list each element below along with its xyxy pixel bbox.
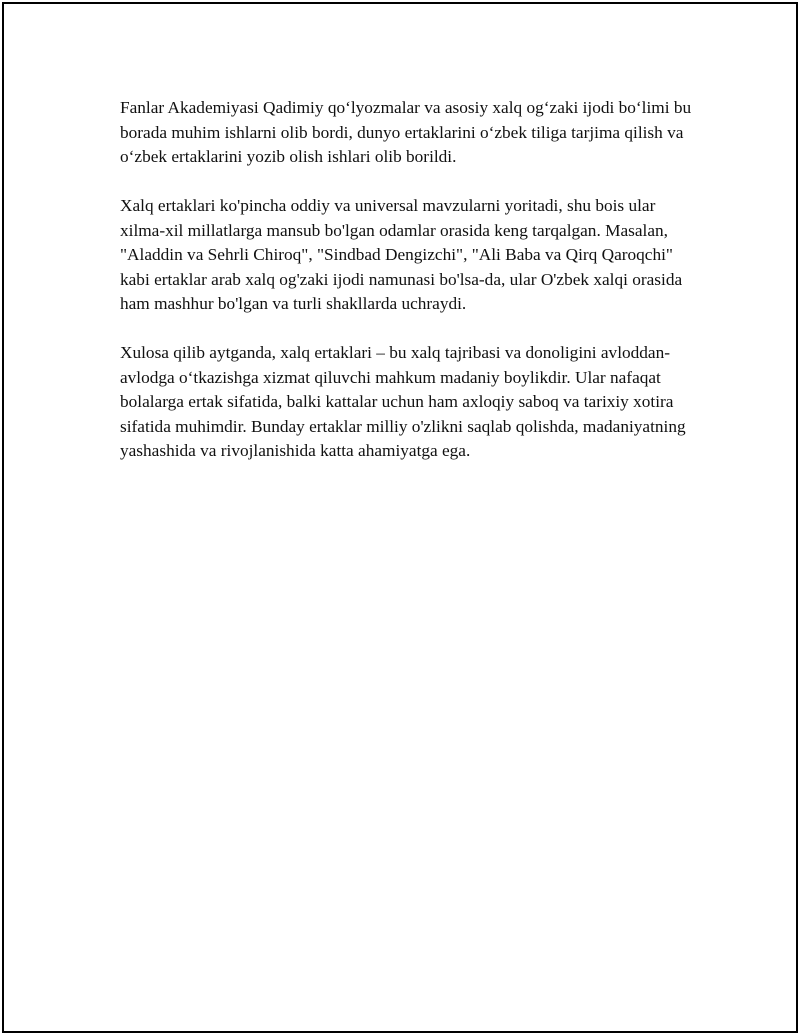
document-body — [120, 96, 698, 488]
paragraph-1: Fanlar Akademiyasi Qadimiy qoʻlyozmalar va asosiy xalq ogʻzaki ijodi boʻlimi bu borada muhim ishlarni olib bordi, dunyo ertaklarini oʻzbek tiliga tarjima qilish va oʻzbek ertaklarini yozib olish ishlari olib borildi. — [120, 98, 692, 166]
paragraph-2: Xalq ertaklari ko'pincha oddiy va universal mavzularni yoritadi, shu bois ular xilma-xil millatlarga mansub bo'lgan odamlar orasida keng tarqalgan. Masalan, "Aladdin va Sehrli Chiroq", "Sindbad Dengizchi", "Ali Baba va Qirq Qaroqchi" kabi ertaklar arab xalq og'zaki ijodi namunasi bo'lsa-da, ular O'zbek xalqi orasida ham mashhur bo'lgan va turli shakllarda uchraydi. — [120, 196, 683, 313]
page-frame — [2, 2, 798, 1033]
paragraph-3: Xulosa qilib aytganda, xalq ertaklari – bu xalq tajribasi va donoligini avloddan-avlodga oʻtkazishga xizmat qiluvchi mahkum madaniy boylikdir. Ular nafaqat bolalarga ertak sifatida, balki kattalar uchun ham axloqiy saboq va tarixiy xotira sifatida muhimdir. Bunday ertaklar milliy o'zlikni saqlab qolishda, madaniyatning yashashida va rivojlanishida katta ahamiyatga ega. — [120, 343, 686, 460]
